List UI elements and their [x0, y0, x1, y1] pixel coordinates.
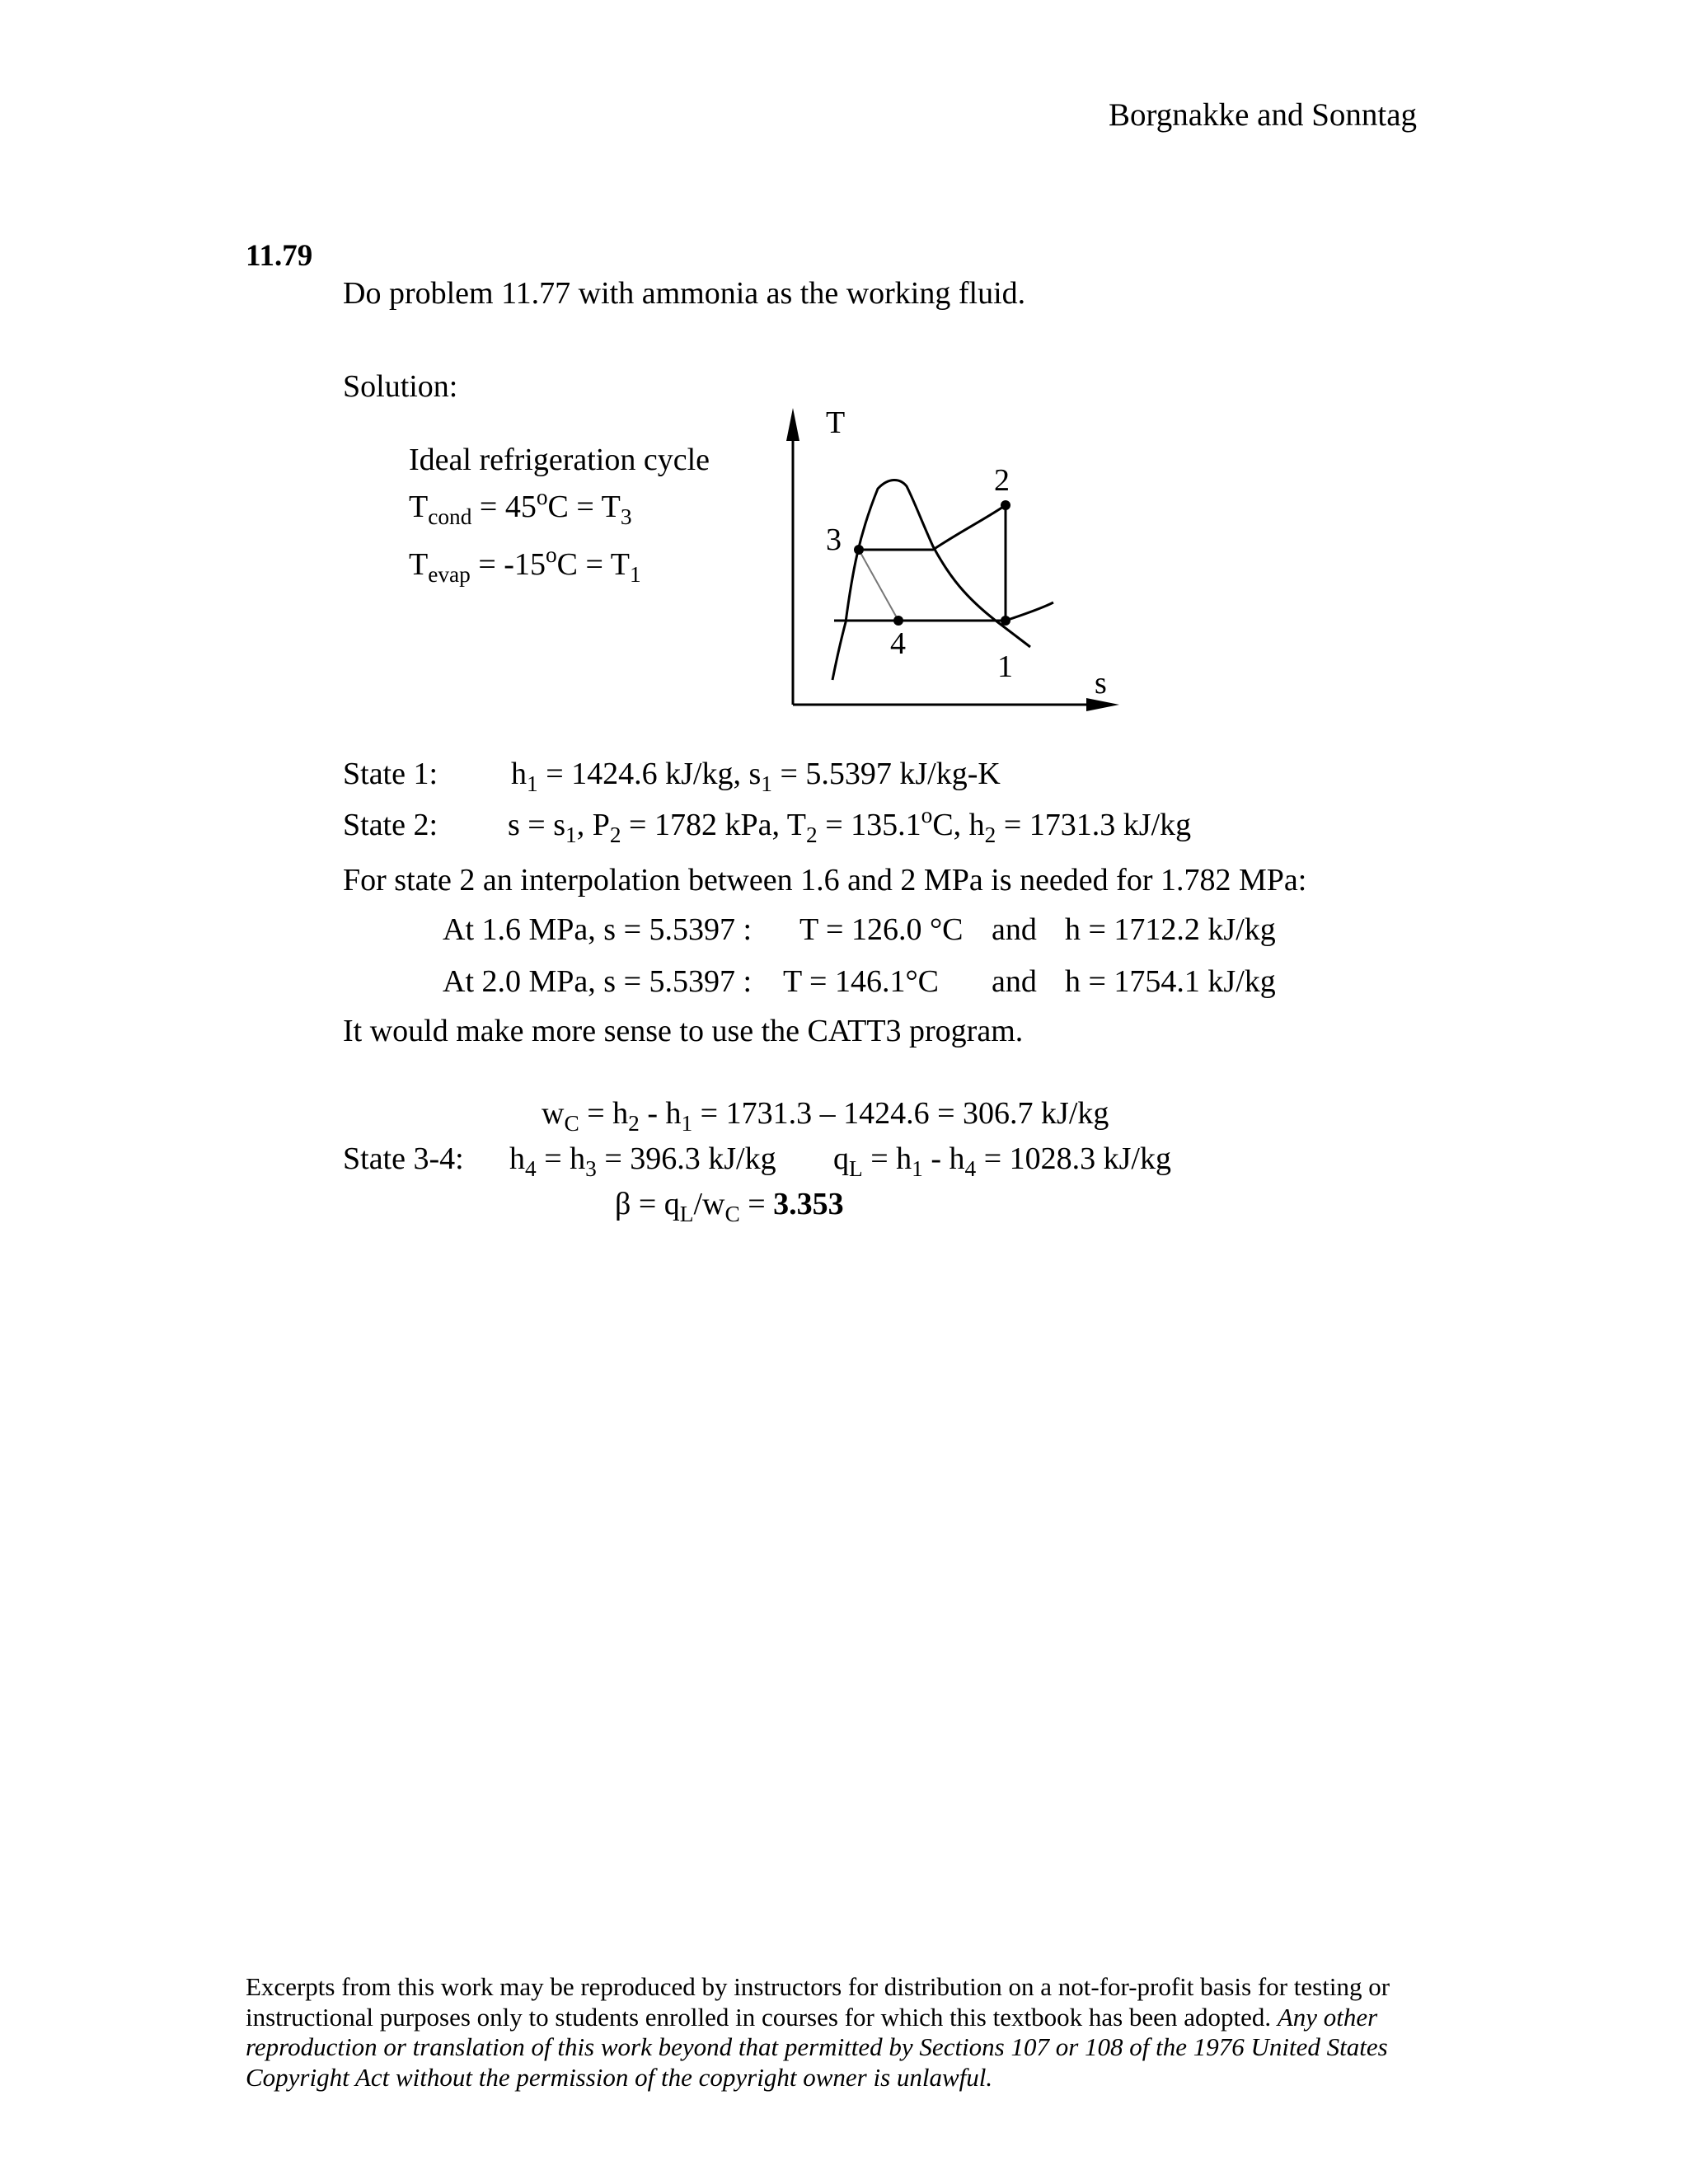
- interp-16mpa-enthalpy: h = 1712.2 kJ/kg: [1065, 912, 1276, 947]
- interp-20mpa-temperature: T = 146.1°C: [783, 964, 939, 999]
- compressor-work-equation: $w_C = h_2 - h_1 = 1731.3 - 1424.6 = 306.7$ kJ/kg: [542, 1096, 1109, 1136]
- problem-statement: Do problem 11.77 with ammonia as the working fluid.: [343, 276, 1026, 311]
- state1-values: $h_1 = 1424.6$ kJ/kg, $s_1 = 5.5397$ kJ/kg-K: [511, 757, 1001, 796]
- interp-16mpa-and: and: [992, 912, 1037, 947]
- interpolation-intro: For state 2 an interpolation between 1.6 and 2 MPa is needed for 1.782 MPa:: [343, 863, 1307, 898]
- state2-values: $s = s_1$, $P_2 = 1782$ kPa, $T_2 = 135.1^oC$, $h_2 = 1731.3$ kJ/kg: [508, 802, 1192, 847]
- interp-16mpa-temperature: T = 126.0 °C: [799, 912, 964, 947]
- evaporator-temperature: $T_{evap} = -15^oC = T_1$: [409, 541, 641, 587]
- state1-label: State 1:: [343, 757, 438, 791]
- h4-equation: $h_4 = h_3 = 396.3$ kJ/kg: [509, 1141, 776, 1181]
- y-axis-label: T: [826, 408, 846, 440]
- low-pressure-isobar: [1006, 602, 1053, 621]
- y-axis-arrow: [786, 408, 799, 441]
- state-label-3: 3: [826, 523, 842, 557]
- state2-label: State 2:: [343, 808, 438, 842]
- interp-16mpa-condition: At 1.6 MPa, s = 5.5397 :: [443, 912, 753, 947]
- interp-20mpa-condition: At 2.0 MPa, s = 5.5397 :: [443, 964, 753, 999]
- cop-value: 3.353: [773, 1187, 844, 1221]
- state-point-4: [893, 616, 903, 626]
- cop-equation: $\beta = q_L/w_C = 3.353$: [615, 1187, 844, 1226]
- state-point-1: [1001, 616, 1010, 626]
- dome-extension: [996, 621, 1030, 647]
- problem-number: 11.79: [246, 239, 313, 273]
- interp-20mpa-enthalpy: h = 1754.1 kJ/kg: [1065, 964, 1276, 999]
- state-label-4: 4: [890, 626, 906, 661]
- state-point-2: [1001, 500, 1010, 510]
- state34-label: State 3-4:: [343, 1141, 464, 1176]
- ql-equation: $q_L = h_1 - h_4 = 1028.3$ kJ/kg: [833, 1141, 1171, 1181]
- interp-20mpa-and: and: [992, 964, 1037, 999]
- solution-label: Solution:: [343, 369, 458, 404]
- x-axis-label: s: [1095, 666, 1107, 701]
- saturation-dome: [832, 480, 996, 680]
- state-label-1: 1: [997, 649, 1013, 684]
- catt3-note: It would make more sense to use the CATT3 program.: [343, 1014, 1024, 1048]
- page-header-authors: Borgnakke and Sonntag: [1109, 97, 1418, 133]
- state-point-3: [854, 545, 864, 555]
- state-label-2: 2: [994, 463, 1010, 498]
- copyright-footer: Excerpts from this work may be reproduced by instructors for distribution on a not-for-profit basis for testing or instructional purposes only to students enrolled in courses for which this textbook has been adopted. Any other reproduction or translation of this work beyond that permitted by Sections 107 or 108 of the 1976 United States Copyright Act without the permission of the copyright owner is unlawful.: [246, 1972, 1390, 2092]
- throttling-line: [859, 550, 898, 621]
- ts-diagram: [783, 408, 1129, 721]
- condenser-temperature: $T_{cond} = 45^oC = T_3$: [409, 484, 632, 529]
- cycle-title: Ideal refrigeration cycle: [409, 443, 710, 477]
